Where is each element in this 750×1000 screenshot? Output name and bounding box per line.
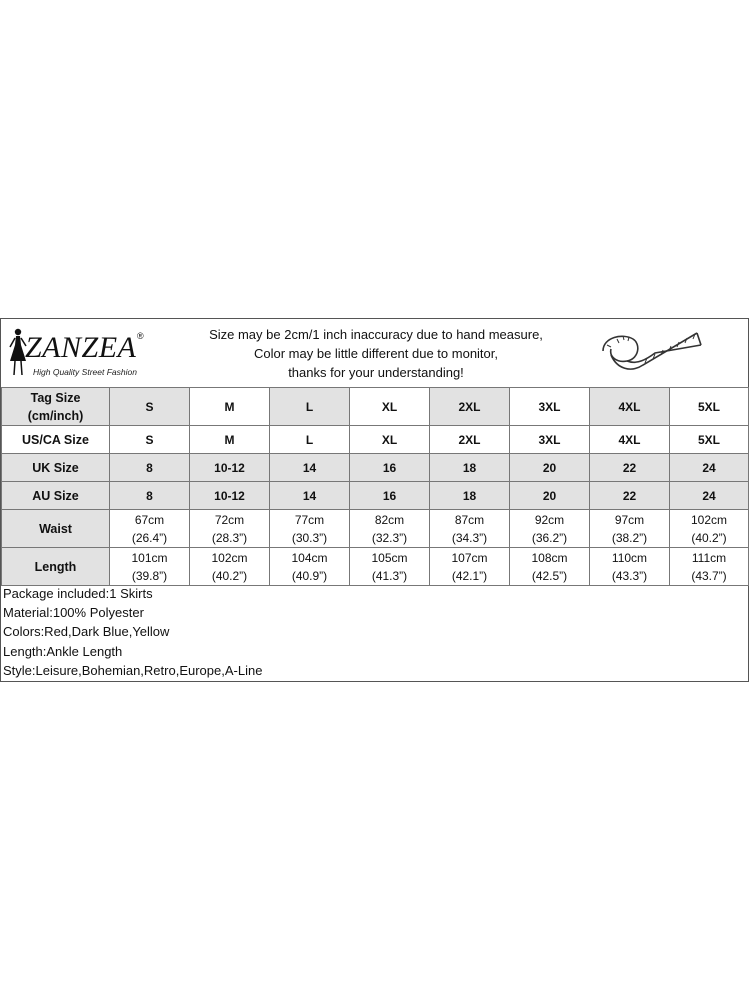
detail-length: Length:Ankle Length xyxy=(3,643,123,659)
table-cell: 20 xyxy=(510,482,590,510)
table-cell: L xyxy=(270,426,350,454)
table-cell: 14 xyxy=(270,482,350,510)
inch-value: (34.3”) xyxy=(451,530,488,545)
table-cell: 14 xyxy=(270,454,350,482)
table-cell: 22 xyxy=(590,454,670,482)
row-label: Waist xyxy=(2,510,110,548)
row-label: AU Size xyxy=(2,482,110,510)
table-cell: 2XL xyxy=(430,426,510,454)
cm-value: 104cm xyxy=(291,550,328,565)
inch-value: (42.5”) xyxy=(531,568,568,583)
table-cell xyxy=(430,510,510,548)
cm-value: 102cm xyxy=(690,512,728,527)
cm-value: 82cm xyxy=(374,512,405,527)
cm-value: 105cm xyxy=(371,550,408,565)
cm-value: 108cm xyxy=(531,550,568,565)
table-cell xyxy=(510,510,590,548)
cm-value: 110cm xyxy=(611,550,648,565)
table-cell xyxy=(430,548,510,586)
registered-mark: ® xyxy=(137,331,144,341)
inch-value: (43.3”) xyxy=(611,568,648,583)
cm-value: 107cm xyxy=(451,550,488,565)
cm-value: 87cm xyxy=(454,512,485,527)
detail-style: Style:Leisure,Bohemian,Retro,Europe,A-Line xyxy=(3,662,263,678)
uk-size-row xyxy=(2,454,749,482)
notice-line-2: Color may be little different due to monitor, xyxy=(254,346,498,361)
table-cell xyxy=(670,510,749,548)
row-label: US/CA Size xyxy=(2,426,110,454)
table-cell: L xyxy=(270,388,350,426)
notice-line-1: Size may be 2cm/1 inch inaccuracy due to hand measure, xyxy=(209,327,543,342)
table-cell: S xyxy=(110,388,190,426)
cm-value: 102cm xyxy=(211,550,248,565)
inch-value: (43.7”) xyxy=(691,568,727,583)
inch-value: (39.8”) xyxy=(131,568,168,583)
table-cell: 2XL xyxy=(430,388,510,426)
table-cell xyxy=(270,510,350,548)
table-cell: 22 xyxy=(590,482,670,510)
cm-value: 92cm xyxy=(534,512,565,527)
cm-value: 77cm xyxy=(294,512,325,527)
table-cell xyxy=(270,548,350,586)
table-cell: 24 xyxy=(670,482,749,510)
table-cell: 16 xyxy=(350,482,430,510)
table-cell: 4XL xyxy=(590,426,670,454)
waist-row xyxy=(2,510,749,548)
table-cell: 24 xyxy=(670,454,749,482)
table-cell: XL xyxy=(350,388,430,426)
inch-value: (41.3”) xyxy=(371,568,408,583)
table-cell: XL xyxy=(350,426,430,454)
size-chart-header xyxy=(1,319,748,388)
brand-logo xyxy=(5,325,185,381)
measurement-notice xyxy=(191,325,561,382)
table-cell xyxy=(110,548,190,586)
size-chart xyxy=(0,318,749,682)
detail-material: Material:100% Polyester xyxy=(3,605,144,621)
table-cell: 20 xyxy=(510,454,590,482)
detail-package: Package included:1 Skirts xyxy=(3,586,153,601)
row-label-line: Tag Size xyxy=(30,390,81,405)
table-cell: 18 xyxy=(430,454,510,482)
tape-measure-icon xyxy=(597,325,707,381)
row-label: UK Size xyxy=(2,454,110,482)
cm-value: 101cm xyxy=(131,550,168,565)
notice-line-3: thanks for your understanding! xyxy=(288,365,464,380)
inch-value: (30.3”) xyxy=(291,530,328,545)
cm-value: 111cm xyxy=(691,550,727,565)
row-label: Length xyxy=(2,548,110,586)
cm-value: 97cm xyxy=(614,512,645,527)
inch-value: (28.3”) xyxy=(211,530,248,545)
table-cell xyxy=(190,548,270,586)
table-cell: 10-12 xyxy=(190,482,270,510)
brand-name: ZANZEA xyxy=(25,331,137,364)
table-cell xyxy=(510,548,590,586)
table-cell xyxy=(350,548,430,586)
product-details xyxy=(1,584,748,680)
table-cell: S xyxy=(110,426,190,454)
us-ca-size-row xyxy=(2,426,749,454)
table-cell: 3XL xyxy=(510,426,590,454)
inch-value: (38.2”) xyxy=(611,530,648,545)
table-cell: M xyxy=(190,388,270,426)
table-cell xyxy=(670,548,749,586)
row-label-line: (cm/inch) xyxy=(27,408,84,423)
inch-value: (40.9”) xyxy=(291,568,328,583)
table-cell: 18 xyxy=(430,482,510,510)
inch-value: (36.2”) xyxy=(531,530,568,545)
table-cell xyxy=(350,510,430,548)
cm-value: 72cm xyxy=(214,512,245,527)
table-cell xyxy=(590,510,670,548)
table-cell xyxy=(110,510,190,548)
table-cell xyxy=(590,548,670,586)
inch-value: (40.2”) xyxy=(691,530,727,545)
inch-value: (26.4”) xyxy=(131,530,168,545)
length-row xyxy=(2,548,749,586)
table-cell: 5XL xyxy=(670,388,749,426)
brand-tagline: High Quality Street Fashion xyxy=(33,367,137,377)
row-label xyxy=(2,388,110,426)
table-cell: 8 xyxy=(110,482,190,510)
table-cell: 8 xyxy=(110,454,190,482)
tag-size-row xyxy=(2,388,749,426)
table-cell: 5XL xyxy=(670,426,749,454)
table-cell: 10-12 xyxy=(190,454,270,482)
inch-value: (40.2”) xyxy=(211,568,248,583)
au-size-row xyxy=(2,482,749,510)
table-cell: 16 xyxy=(350,454,430,482)
inch-value: (32.3”) xyxy=(371,530,408,545)
table-cell: 3XL xyxy=(510,388,590,426)
size-table xyxy=(1,387,749,586)
table-cell: 4XL xyxy=(590,388,670,426)
table-cell xyxy=(190,510,270,548)
detail-colors: Colors:Red,Dark Blue,Yellow xyxy=(3,624,170,640)
cm-value: 67cm xyxy=(134,512,165,527)
table-cell: M xyxy=(190,426,270,454)
inch-value: (42.1”) xyxy=(451,568,488,583)
